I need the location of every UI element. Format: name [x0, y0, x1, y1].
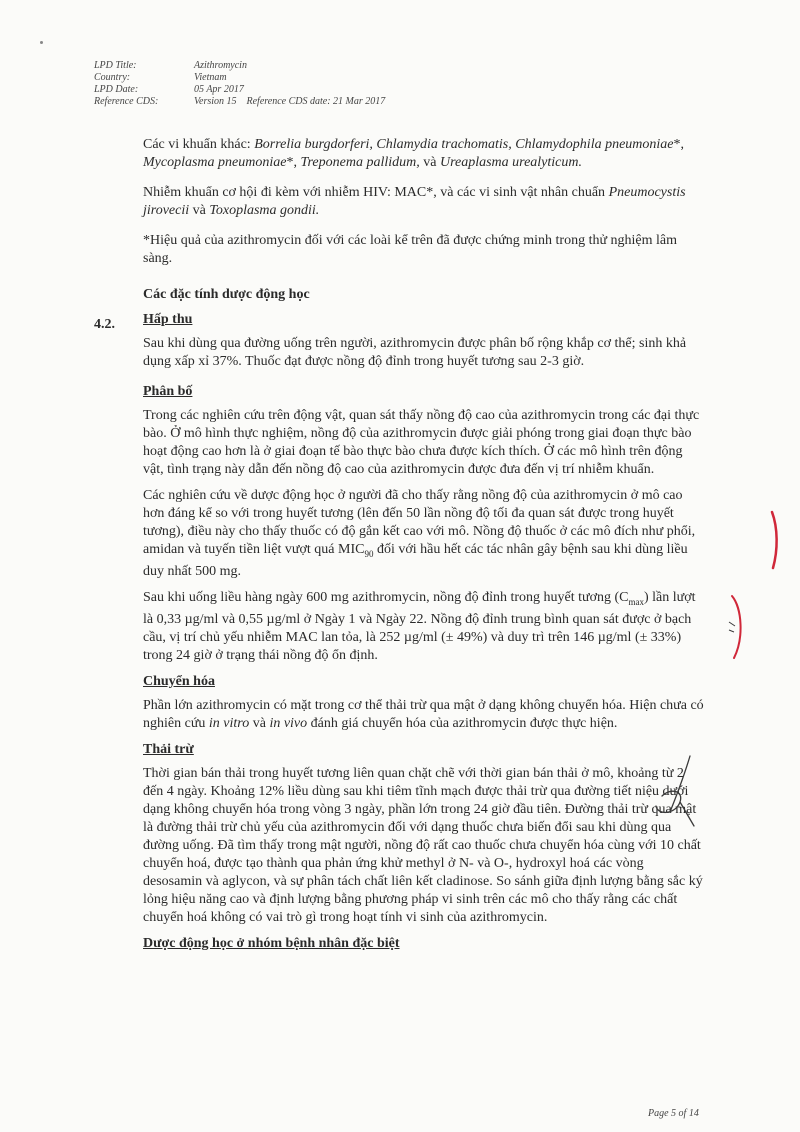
document-header [94, 60, 385, 108]
paragraph-other-bacteria: Các vi khuẩn khác: Borrelia burgdorferi, Chlamydia trachomatis, Chlamydophila pneumoniae*, Mycoplasma pneumoniae*, Treponema pallidum, và Ureaplasma urealyticum. [143, 137, 685, 170]
country-label: Country: [94, 72, 131, 83]
lpd-title-value: Azithromycin [194, 60, 247, 71]
paragraph-distribution-1: Trong các nghiên cứu trên động vật, quan sát thấy nồng độ cao của azithromycin trong các đại thực bào. Ở mô hình thực nghiệm, nồng độ của azithromycin được giải phóng trong giai đoạn thực bào hoạt động cao hơn là ở giai đoạn tế bào thực bào chưa được kích thích. Ở các mô hình trên động vật, tình trạng này dẫn đến nồng độ cao của azithromycin được đưa đến vị trí nhiễm khuẩn. [143, 408, 700, 477]
scan-speck [40, 41, 43, 44]
red-pen-mark-lower [726, 592, 752, 662]
country-value: Vietnam [194, 72, 227, 83]
paragraph-distribution-3: Sau khi uống liều hàng ngày 600 mg azithromycin, nồng độ đỉnh trong huyết tương $(C_{max})$ lần lượt là 0,33 µg/ml và 0,55 µg/ml ở Ngày 1 và Ngày 22. Nồng độ đỉnh trung bình quan sát được ở bạch cầu, vị trí chủ yếu nhiễm MAC lan tỏa, là 252 µg/ml (± 49%) và duy trì trên 146 µg/ml (± 33%) trong 24 giờ ở trạng thái nồng độ ổn định. [143, 589, 696, 663]
paragraph-hiv-infections: Nhiễm khuẩn cơ hội đi kèm với nhiễm HIV: MAC*, và các vi sinh vật nhân chuẩn Pneumocystis jirovecii và Toxoplasma gondii. [143, 185, 686, 218]
section-title: Các đặc tính dược động học [143, 287, 310, 302]
lpd-date-label: LPD Date: [94, 84, 139, 95]
paragraph-metabolism: Phần lớn azithromycin có mặt trong cơ thể thải trừ qua mật ở dạng không chuyển hóa. Hiện chưa có nghiên cứu in vitro và in vivo đánh giá chuyển hóa của azithromycin được thực hiện. [143, 697, 704, 731]
initials-pen-mark [640, 752, 710, 832]
heading-metabolism: Chuyển hóa [143, 673, 215, 689]
section-number: 4.2. [94, 317, 115, 332]
reference-cds-version: Version 15 [194, 96, 237, 107]
reference-cds-label: Reference CDS: [94, 96, 159, 107]
page-number: Page 5 of 14 [648, 1108, 699, 1119]
paragraph-absorption: Sau khi dùng qua đường uống trên người, azithromycin được phân bố rộng khắp cơ thể; sinh khả dụng xấp xỉ 37%. Thuốc đạt được nồng độ đỉnh trong huyết tương sau 2-3 giờ. [143, 336, 687, 369]
red-pen-mark-upper [764, 510, 784, 570]
paragraph-elimination: Thời gian bán thải trong huyết tương liên quan chặt chẽ với thời gian bán thải ở mô, khoảng từ 2 đến 4 ngày. Khoảng 12% liều dùng sau khi tiêm tĩnh mạch được thải trừ qua đường tiết niệu dưới dạng không chuyển hóa trong vòng 3 ngày, phần lớn trong 24 giờ đầu tiên. Đường thải trừ qua mật là đường thải trừ chủ yếu của azithromycin đối với dạng thuốc chưa biến đổi sau khi dùng qua đường uống. Đã tìm thấy trong mật người, nồng độ rất cao thuốc chưa chuyển hóa cùng với 10 chất chuyển hoá, được tạo thành qua phản ứng khử methyl ở N- và O-, hydroxyl hoá các vòng desosamin và aglycon, và sự phân tách chất liên kết cladinose. So sánh giữa định lượng bằng sắc ký lỏng hiệu năng cao và định lượng bằng phương pháp vi sinh trên các mô cho thấy rằng các chất chuyển hoá không có vai trò gì trong hoạt tính vi sinh của azithromycin. [143, 765, 703, 925]
heading-distribution: Phân bố [143, 384, 193, 399]
paragraph-efficacy-note: *Hiệu quả của azithromycin đối với các loài kể trên đã được chứng minh trong thử nghiệm lâm sàng. [143, 233, 678, 266]
lpd-title-label: LPD Title: [94, 60, 137, 71]
heading-absorption: Hấp thu [143, 312, 193, 327]
document-body [143, 136, 705, 959]
heading-special-populations: Dược động học ở nhóm bệnh nhân đặc biệt [143, 935, 400, 951]
lpd-date-value: 05 Apr 2017 [194, 84, 244, 95]
reference-cds-date: Reference CDS date: 21 Mar 2017 [246, 96, 386, 107]
heading-elimination: Thải trừ [143, 741, 194, 757]
paragraph-distribution-2: Các nghiên cứu về dược động học ở người đã cho thấy rằng nồng độ của azithromycin ở mô cao hơn đáng kể so với trong huyết tương (lên đến 50 lần nồng độ tối đa quan sát được trong huyết tương), điều này cho thấy thuốc có độ gắn kết cao với mô. Nồng độ thuốc ở các mô đích như phổi, amidan và tuyến tiền liệt vượt quá $MIC_{90}$ đối với hầu hết các tác nhân gây bệnh sau khi dùng liều duy nhất 500 mg. [143, 488, 696, 579]
